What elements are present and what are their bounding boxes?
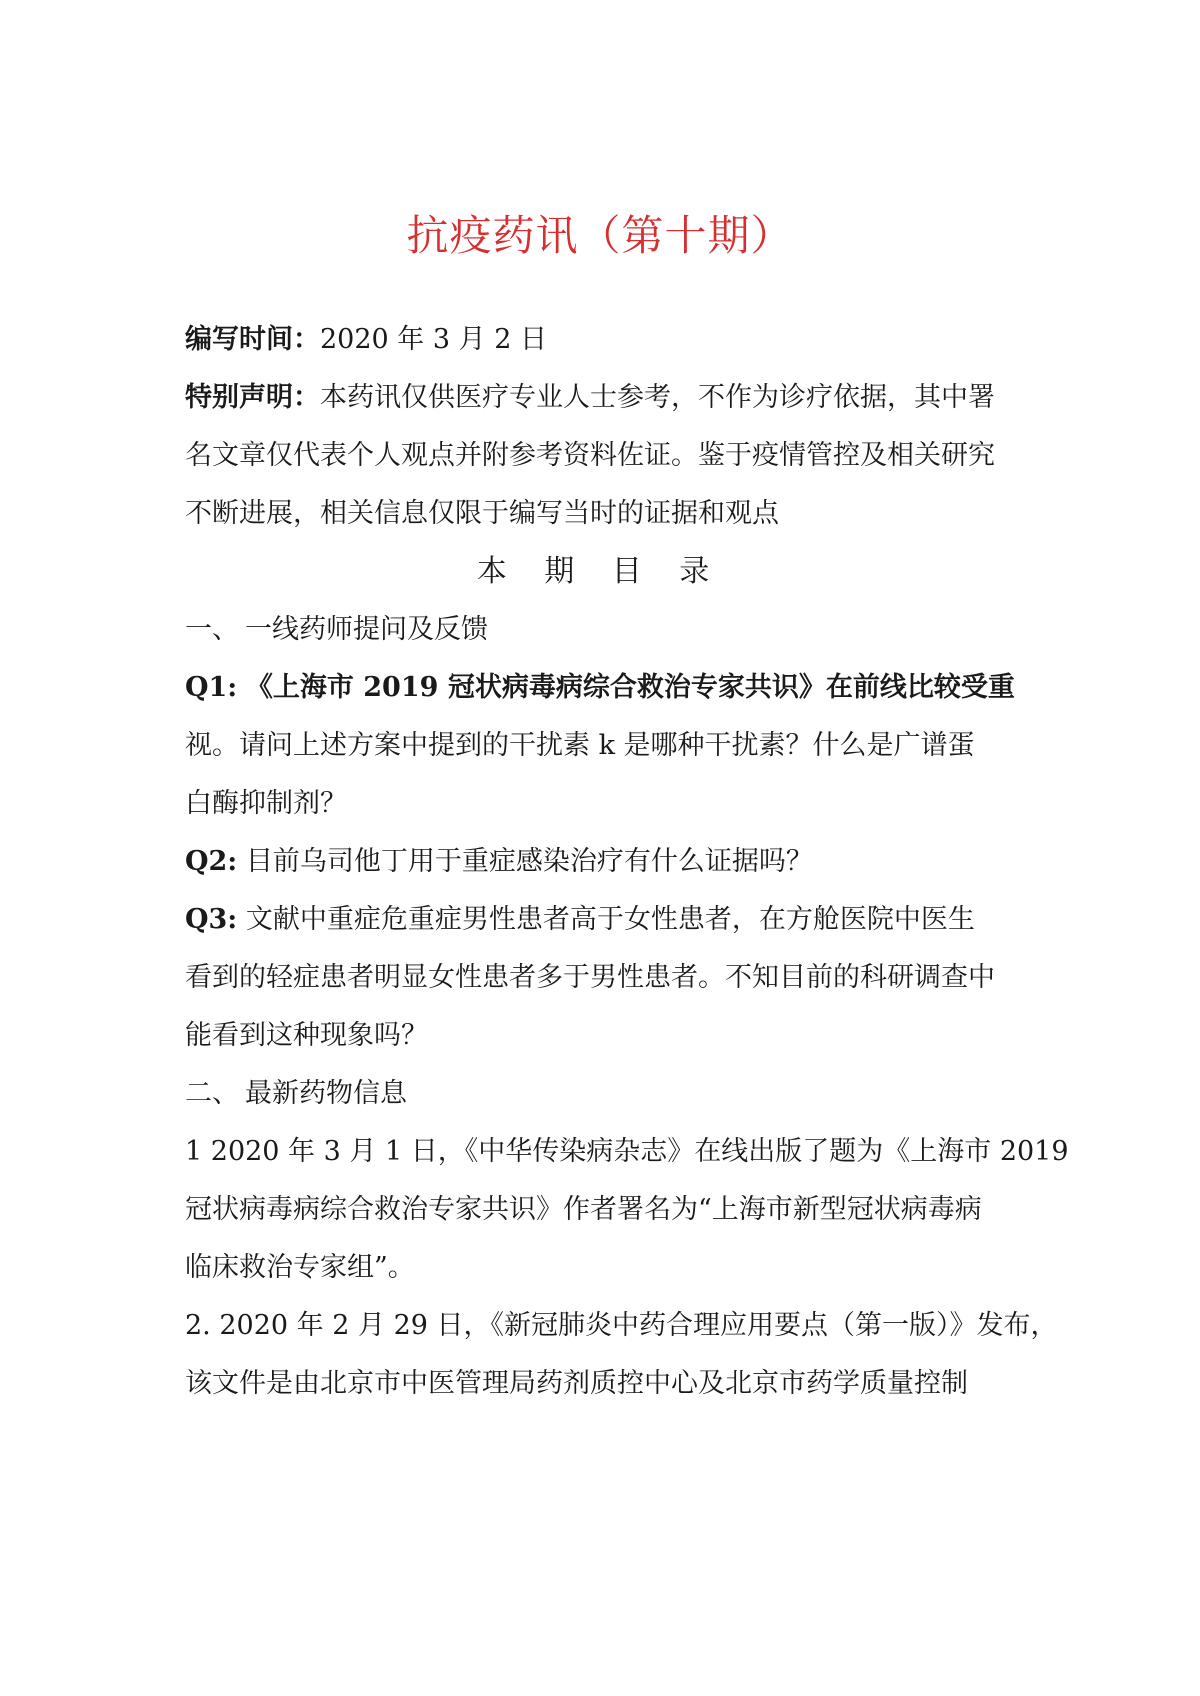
toc-title: 本 期 目 录 bbox=[476, 554, 724, 589]
document-title: 抗疫药讯（第十期） bbox=[406, 211, 794, 260]
q1-line-3: 白酶抑制剂？ bbox=[185, 788, 347, 819]
item1-line-2: 冠状病毒病综合救治专家共识》作者署名为“上海市新型冠状病毒病 bbox=[185, 1194, 982, 1225]
section1-number: 一、 bbox=[185, 614, 239, 645]
q3-line-2: 看到的轻症患者明显女性患者多于男性患者。不知目前的科研调查中 bbox=[185, 962, 995, 993]
item2-line-1: 2. 2020 年 2 月 29 日，《新冠肺炎中药合理应用要点（第一版）》发布， bbox=[185, 1310, 1058, 1341]
q3-line-1 bbox=[185, 900, 1025, 940]
q3-text-1: 文献中重症危重症男性患者高于女性患者，在方舱医院中医生 bbox=[245, 904, 975, 935]
q1-line-2: 视。请问上述方案中提到的干扰素 k 是哪种干扰素？什么是广谱蛋 bbox=[185, 730, 975, 761]
section2-number: 二、 bbox=[185, 1078, 239, 1109]
q2-line-1 bbox=[185, 842, 1025, 882]
date-line bbox=[185, 320, 1025, 360]
notice-text-1: 本药讯仅供医疗专业人士参考，不作为诊疗依据，其中署 bbox=[320, 382, 995, 413]
q2-label: Q2: bbox=[185, 846, 238, 877]
item2-line-2: 该文件是由北京市中医管理局药剂质控中心及北京市药学质量控制 bbox=[185, 1368, 968, 1399]
q2-text-1: 目前乌司他丁用于重症感染治疗有什么证据吗？ bbox=[245, 846, 813, 877]
q3-label: Q3: bbox=[185, 904, 238, 935]
notice-label: 特别声明： bbox=[185, 382, 320, 413]
q1-line-1 bbox=[185, 668, 1025, 708]
item1-line-1: 1 2020 年 3 月 1 日，《中华传染病杂志》在线出版了题为《上海市 2019 bbox=[185, 1136, 1069, 1167]
date-label: 编写时间： bbox=[185, 324, 320, 355]
date-value: 2020 年 3 月 2 日 bbox=[320, 324, 547, 355]
notice-line-2: 名文章仅代表个人观点并附参考资料佐证。鉴于疫情管控及相关研究 bbox=[185, 440, 995, 471]
q1-label: Q1: bbox=[185, 672, 238, 703]
section2-heading bbox=[185, 1074, 1025, 1114]
notice-line-3: 不断进展，相关信息仅限于编写当时的证据和观点 bbox=[185, 498, 779, 529]
item1-line-3: 临床救治专家组”。 bbox=[185, 1252, 415, 1283]
section2-title: 最新药物信息 bbox=[245, 1078, 407, 1109]
notice-line-1 bbox=[185, 378, 1025, 418]
q1-text-1: 《上海市 2019 冠状病毒病综合救治专家共识》在前线比较受重 bbox=[245, 672, 1015, 703]
section1-title: 一线药师提问及反馈 bbox=[245, 614, 488, 645]
section1-heading bbox=[185, 610, 1025, 650]
q3-line-3: 能看到这种现象吗？ bbox=[185, 1020, 428, 1051]
